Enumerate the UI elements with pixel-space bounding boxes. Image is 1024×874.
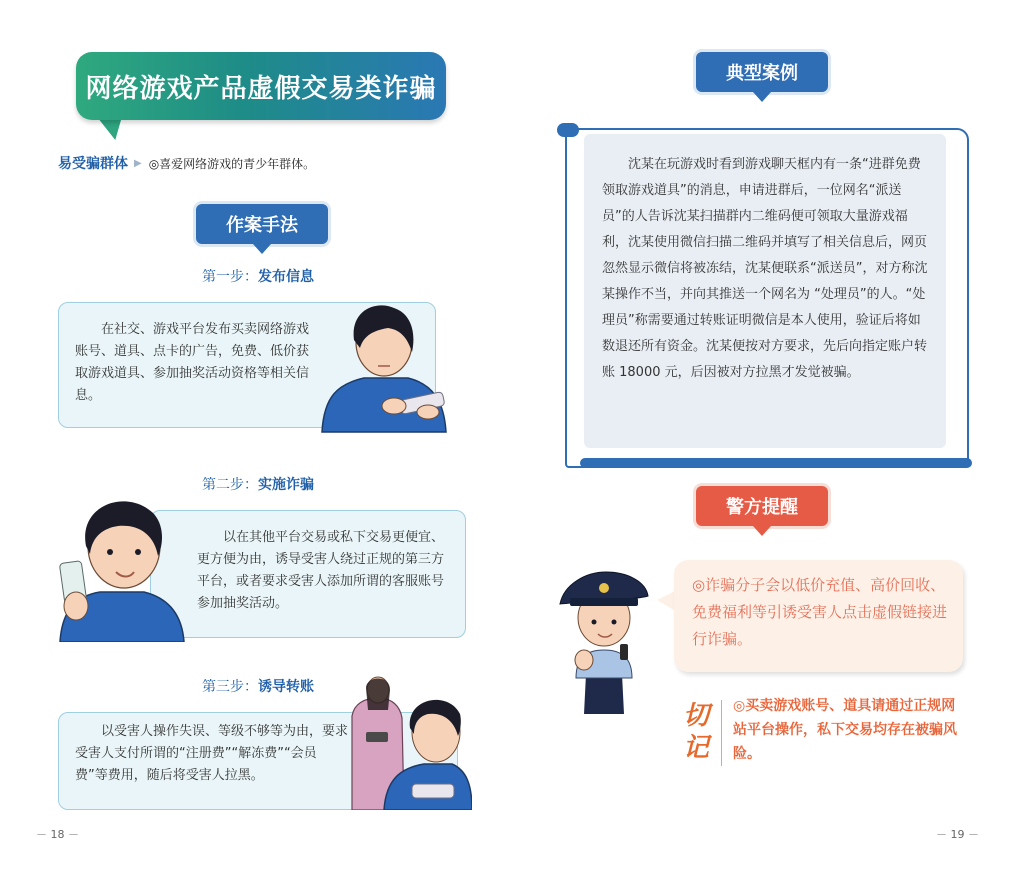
case-badge: 典型案例	[696, 52, 828, 92]
step-1-text: 在社交、游戏平台发布买卖网络游戏账号、道具、点卡的广告，免费、低价获取游戏道具、参加抽奖活动资格等相关信息。	[75, 322, 310, 403]
step-1-name: 发布信息	[258, 269, 314, 285]
step-1-title	[202, 266, 314, 286]
case-text-box	[584, 134, 946, 448]
case-text: 沈某在玩游戏时看到游戏聊天框内有一条“进群免费领取游戏道具”的消息，申请进群后，一位网名“派送员”的人告诉沈某扫描群内二维码便可领取大量游戏福利，沈某使用微信扫描二维码并填写了相关信息后，网页忽然显示微信将被冻结，沈某便联系“派送员”，对方称沈某操作不当，并向其推送一个网名为 “处理员”的人。“处理员”称需要通过转账证明微信是本人使用，验证后将如数退还所有资金。沈某便按对方要求，先后向指定账户转账 18000 元，后因被对方拉黑才发觉被骗。	[602, 157, 928, 380]
vulnerable-group-row	[58, 153, 315, 173]
step-2-name: 实施诈骗	[258, 477, 314, 493]
scroll-roll-bottom	[580, 458, 972, 468]
step-3-prefix: 第三步：	[202, 679, 258, 695]
arrow-right-icon: ▶	[134, 157, 142, 169]
page-title: 网络游戏产品虚假交易类诈骗	[76, 52, 446, 120]
step-1-prefix: 第一步：	[202, 269, 258, 285]
page-number-right: － 19 －	[936, 828, 979, 841]
remember-mark: 切记	[682, 701, 709, 763]
step-3-text: 以受害人操作失误、等级不够等为由，要求受害人支付所谓的“注册费”“解冻费”“会员费”等费用，随后将受害人拉黑。	[75, 724, 349, 783]
step-2-card	[150, 510, 466, 638]
teen-gaming-illustration	[316, 300, 450, 434]
step-2-prefix: 第二步：	[202, 477, 258, 493]
police-badge-tail	[753, 526, 771, 536]
case-badge-tail	[753, 92, 771, 102]
police-tip-bubble: ◎诈骗分子会以低价充值、高价回收、免费福利等引诱受害人点击虚假链接进行诈骗。	[674, 560, 963, 672]
remember-text: ◎买卖游戏账号、道具请通过正规网站平台操作，私下交易均存在被骗风险。	[733, 698, 957, 762]
remember-divider	[721, 700, 722, 766]
vulnerable-group-label: 易受骗群体	[58, 156, 128, 172]
police-officer-illustration	[556, 566, 652, 716]
step-2-text: 以在其他平台交易或私下交易更便宜、更方便为由，诱导受害人绕过正规的第三方平台，或者要求受害人添加所谓的客服账号参加抽奖活动。	[197, 530, 445, 611]
teen-phone-illustration	[58, 494, 186, 642]
page-number-left: － 18 －	[36, 828, 79, 841]
scroll-roll-top	[557, 123, 579, 137]
police-badge: 警方提醒	[696, 486, 828, 526]
step-2-title	[202, 474, 314, 494]
two-people-phones-illustration	[348, 676, 472, 810]
method-badge: 作案手法	[196, 204, 328, 244]
step-3-title	[202, 676, 314, 696]
step-3-name: 诱导转账	[258, 679, 314, 695]
vulnerable-group-text: ◎喜爱网络游戏的青少年群体。	[148, 156, 316, 171]
method-badge-tail	[253, 244, 271, 254]
